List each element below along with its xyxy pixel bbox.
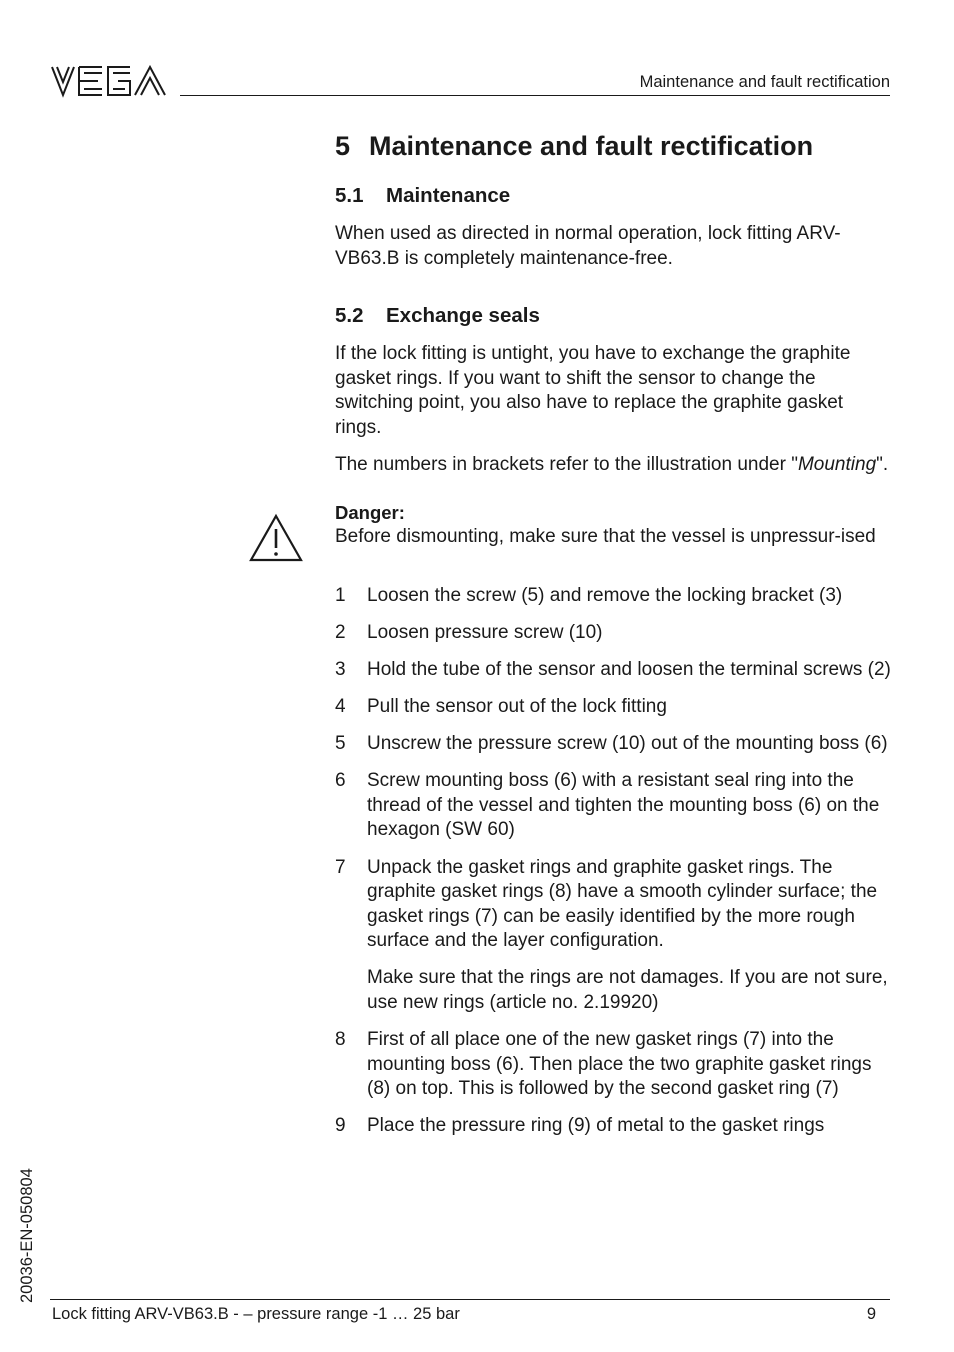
step-item (335, 695, 891, 720)
danger-title: Danger: (335, 502, 405, 524)
step-item (335, 732, 891, 757)
step-body (367, 658, 891, 683)
step-number: 1 (335, 584, 346, 606)
step-item (335, 769, 891, 843)
note-prefix: The numbers in brackets refer to the illustration under " (335, 453, 798, 475)
step-number: 3 (335, 658, 346, 680)
page-number: 9 (866, 1305, 876, 1323)
step-text: Hold the tube of the sensor and loosen the terminal screws (2) (367, 658, 891, 680)
step-text: Pull the sensor out of the lock fitting (367, 696, 667, 718)
step-item (335, 621, 891, 646)
step-text: Unpack the gasket rings and graphite gasket rings. The graphite gasket rings (8) have a smooth cylinder surface; the gasket rings (7) can be easily identified by the more rough surface and the layer configuration. (367, 856, 878, 952)
chapter-number: 5 (335, 131, 351, 161)
chapter-title: Maintenance and fault rectification (369, 131, 814, 161)
step-number: 2 (335, 621, 346, 643)
page-content (335, 128, 891, 1151)
section-number: 5.1 (335, 184, 364, 207)
step-number: 6 (335, 770, 346, 792)
step-number: 5 (335, 733, 346, 755)
mounting-reference: Mounting (797, 453, 877, 475)
document-code: 20036-EN-050804 (18, 1168, 36, 1303)
step-number: 8 (335, 1029, 346, 1051)
step-item (335, 1114, 891, 1139)
danger-text: Before dismounting, make sure that the vessel is unpressur-ised (335, 526, 876, 548)
section-number: 5.2 (335, 304, 364, 328)
step-number: 4 (335, 696, 346, 718)
header-rule (180, 95, 890, 96)
seals-paragraph: If the lock fitting is untight, you have to exchange the graphite gasket rings. If you want to shift the sensor to change the switching point, you also have to replace the graphite gasket rings. (335, 343, 851, 438)
step-text: Loosen the screw (5) and remove the locking bracket (3) (367, 584, 843, 606)
step-body (367, 695, 891, 720)
step-subtext: Make sure that the rings are not damages. If you are not sure, use new rings (article no. 2.19920) (367, 967, 888, 1013)
warning-triangle-icon (248, 513, 304, 563)
footer-title: Lock fitting ARV-VB63.B - – pressure range -1 … 25 bar (52, 1305, 460, 1323)
note-suffix: ". (876, 453, 889, 475)
step-text: Screw mounting boss (6) with a resistant seal ring into the thread of the vessel and tighten the mounting boss (6) on the hexagon (SW 60) (367, 770, 880, 841)
footer-rule (50, 1299, 890, 1300)
step-item (335, 658, 891, 683)
step-body (367, 856, 891, 1016)
step-body (367, 584, 891, 609)
step-item (335, 856, 891, 1016)
step-text: Place the pressure ring (9) of metal to the gasket rings (367, 1115, 825, 1137)
section-heading-exchange-seals (335, 302, 891, 330)
step-body (367, 1114, 891, 1139)
brackets-note (335, 453, 891, 478)
section-title: Exchange seals (386, 304, 540, 328)
chapter-heading (335, 128, 891, 164)
step-body (367, 732, 891, 757)
step-text: Unscrew the pressure screw (10) out of the mounting boss (6) (367, 733, 888, 755)
procedure-steps (335, 584, 891, 1139)
step-body (367, 769, 891, 843)
step-body (367, 621, 891, 646)
section-title: Maintenance (386, 184, 511, 207)
section-heading-maintenance (335, 182, 891, 210)
step-body (367, 1028, 891, 1102)
step-item (335, 1028, 891, 1102)
step-item (335, 584, 891, 609)
step-number: 9 (335, 1115, 346, 1137)
step-number: 7 (335, 856, 346, 878)
maintenance-text: When used as directed in normal operation, lock fitting ARV-VB63.B is completely maintenance-free. (335, 223, 841, 269)
vega-logo (50, 64, 168, 98)
running-header: Maintenance and fault rectification (639, 73, 890, 91)
step-text: First of all place one of the new gasket rings (7) into the mounting boss (6). Then place the two graphite gasket rings (8) on top. This is followed by the second gasket ring (7) (367, 1029, 872, 1100)
danger-notice (335, 501, 891, 550)
step-text: Loosen pressure screw (10) (367, 621, 603, 643)
